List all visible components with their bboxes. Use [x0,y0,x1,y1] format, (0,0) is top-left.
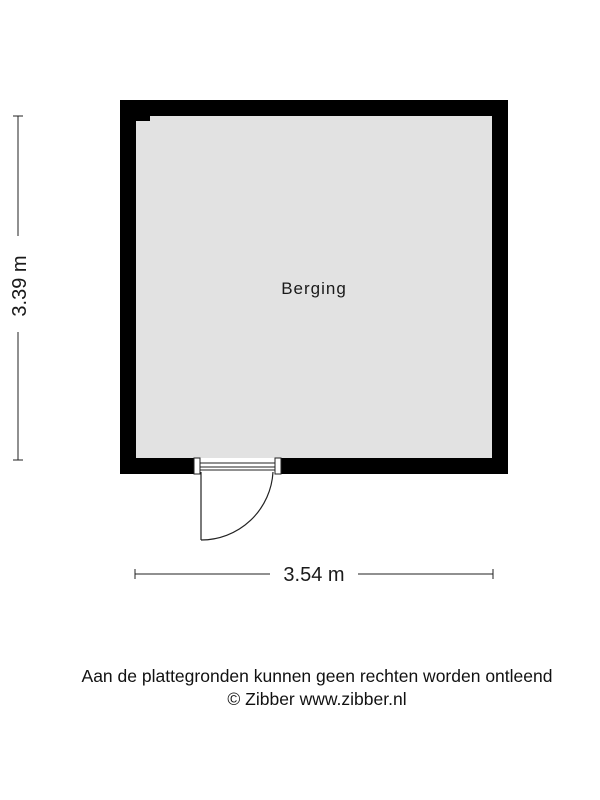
door-frame-right [275,458,281,474]
disclaimer-text: Aan de plattegronden kunnen geen rechten worden ontleend [81,666,553,686]
door-opening [197,458,278,474]
copyright-text: © Zibber www.zibber.nl [227,689,407,709]
room-label: Berging [281,279,347,298]
height-dimension-label: 3.39 m [9,255,31,317]
door-frame-left [194,458,200,474]
door-swing-arc [201,472,273,540]
wall-notch [136,116,150,121]
width-dimension-label: 3.54 m [283,564,345,586]
